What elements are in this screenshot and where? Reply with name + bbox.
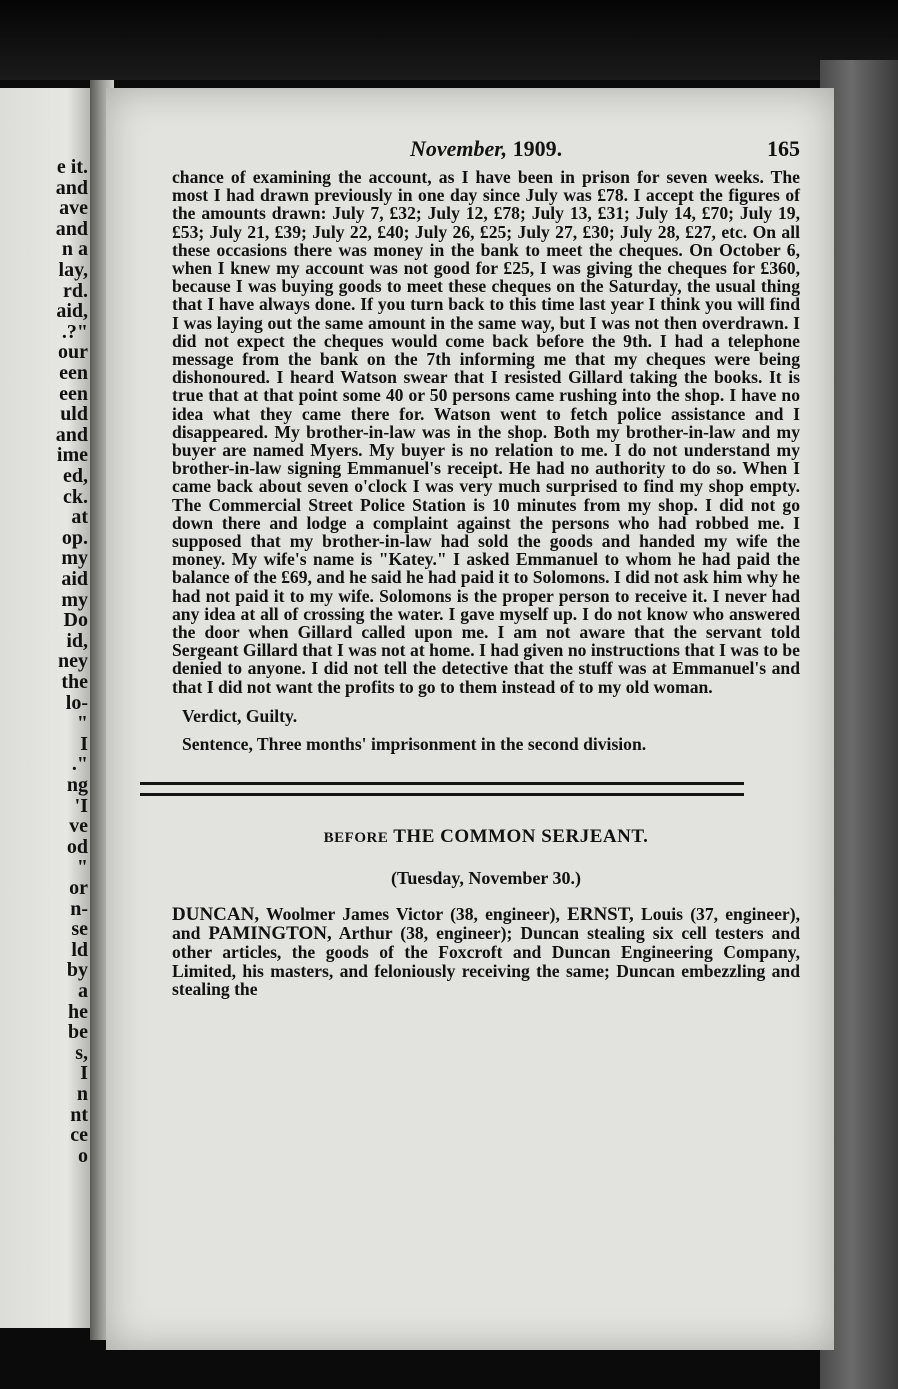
facing-page-fragment: ime (56, 444, 88, 467)
verdict-line: Verdict, Guilty. (182, 705, 298, 726)
defendant-ernst: ERNST, (567, 903, 634, 925)
defendant-duncan-desc: Woolmer James Victor (38, engineer), (259, 903, 568, 924)
defendant-pamington: PAMINGTON, (208, 923, 332, 945)
facing-page-fragment: aid, (56, 300, 88, 323)
section-heading (172, 826, 800, 848)
facing-page-fragment: ck. (63, 485, 88, 508)
facing-page-fragment: .?" (61, 320, 88, 343)
facing-page-fragment: Do (63, 609, 88, 632)
facing-page-fragment: a (78, 980, 88, 1002)
facing-page-fragment: " (76, 712, 88, 735)
page-number: 165 (767, 136, 800, 161)
facing-page-fragment: lo- (65, 691, 88, 714)
book-page (106, 88, 834, 1350)
case-paragraph (172, 905, 800, 998)
facing-page-fragment: nt (70, 1103, 88, 1126)
facing-page-fragment: ng (66, 774, 88, 796)
facing-page-fragment: or (69, 877, 88, 899)
facing-page-fragment: by (66, 959, 88, 982)
facing-page-edge (0, 88, 96, 1328)
facing-page-fragment: and (55, 423, 88, 446)
facing-page-fragment: s, (75, 1041, 88, 1064)
facing-page-fragment: my (61, 547, 88, 570)
facing-page-fragment: e it. (56, 156, 88, 178)
session-date: (Tuesday, November 30.) (390, 867, 581, 888)
page-content (172, 136, 800, 998)
defendant-ernst-desc: Louis (37, engineer), and (172, 903, 800, 944)
facing-page-fragment: n- (70, 897, 88, 920)
facing-page-fragment: ve (69, 815, 88, 838)
facing-page-fragment: uld (60, 403, 88, 426)
section-prefix: BEFORE (323, 829, 389, 846)
facing-page-fragment: our (58, 341, 88, 364)
facing-page-fragment: ed, (63, 465, 88, 487)
facing-page-fragment: the (61, 671, 88, 693)
facing-page-fragment: 'I (74, 794, 88, 817)
facing-page-fragment: I (80, 1062, 88, 1085)
sentence-line: Sentence, Three months' imprisonment in the second division. (182, 733, 647, 754)
facing-page-fragment: od (66, 835, 88, 858)
facing-page-fragment: een (59, 382, 88, 405)
facing-page-fragment: he (68, 1000, 88, 1023)
facing-page-fragment: and (55, 217, 88, 240)
facing-page-fragment: n a (61, 238, 88, 261)
running-title: November, 1909. (410, 136, 563, 161)
defendant-duncan: DUNCAN, (172, 903, 260, 925)
facing-page-fragment: lay, (58, 259, 88, 281)
facing-page-fragment: op. (61, 526, 88, 549)
facing-page-fragment: ce (70, 1124, 88, 1147)
facing-page-fragment: ney (58, 650, 88, 673)
facing-page-fragment: een (59, 362, 88, 384)
running-year: 1909. (512, 136, 563, 161)
facing-page-fragment: ave (59, 197, 88, 220)
section-title: THE COMMON SERJEANT. (393, 825, 649, 847)
facing-page-fragment: ld (71, 938, 88, 961)
facing-page-fragment: and (55, 176, 88, 199)
scan-top-edge (0, 0, 898, 80)
case-charges: Arthur (38, engineer); Duncan stealing six cell testers and other articles, the goods of the Foxcroft and Duncan Engineering Company, Limited, his masters, and feloniously receiving the same; Duncan embezzling and stealing the (172, 923, 801, 999)
facing-page-fragment: I (80, 732, 88, 755)
facing-page-fragment: aid (61, 568, 88, 590)
testimony-paragraph: chance of examining the account, as I have been in prison for seven weeks. The most I had drawn previously in one day since July was £78. I accept the figures of the amounts drawn: July 7, £32; July 12, £78; July 13, £31; July 14, £70; July 19, £53; July 21, £39; July 22, £40; July 26, £25; July 27, £30; July 28, £27, etc. On all these occasions there was money in the bank to meet the cheques. On October 6, when I knew my account was not good for £25, I was giving the cheques for £360, because I was buying goods to meet these cheques on the Saturday, the usual thing that I have always done. If you turn back to this time last year I think you will find I was laying out the same amount in the same way, but I was not then overdrawn. I did not expect the cheques would come back before the 9th. I had a telephone message from the bank on the 7th informing me that my cheques were being dishonoured. I heard Watson swear that I resisted Gillard taking the books. It is true that at that point some 40 or 50 persons came rushing into the shop. I have no idea what they came there for. Watson went to fetch police assistance and I disappeared. My brother-in-law was in the shop. Both my brother-in-law and my buyer are named Myers. My buyer is no relation to me. I do not understand my brother-in-law signing Emmanuel's receipt. He had no authority to do so. When I came back about seven o'clock I was very much surprised to find my shop empty. The Commercial Street Police Station is 10 minutes from my shop. I did not go down there and lodge a complaint against the persons who had robbed me. I supposed that my brother-in-law had sold the goods and handed my wife the money. My wife's name is "Katey." I asked Emmanuel to whom he had paid the balance of the £69, and he said he had paid it to Solomons. I did not ask him why he had not paid it to my wife. Solomons is the proper person to receive it. I never had any idea at all of crossing the water. I gave myself up. I do not know who answered the door when Gillard called upon me. I am not aware that the servant told Sergeant Gillard that I was not at home. I had given no instructions that I was to be denied to anyone. I did not tell the detective that the stuff was at Emmanuel's and that I did not want the profits to go to them instead of to my old woman. (172, 167, 800, 697)
facing-page-fragment: o (78, 1144, 88, 1167)
facing-page-fragment: se (71, 918, 88, 941)
facing-page-fragment: n (76, 1083, 88, 1105)
running-head (172, 136, 800, 168)
facing-page-fragment: rd. (63, 279, 88, 302)
section-divider (140, 782, 744, 796)
facing-page-fragment: " (76, 856, 88, 879)
facing-page-fragment: my (61, 588, 88, 611)
facing-page-fragment: be (68, 1021, 88, 1044)
facing-page-fragment: id, (66, 629, 88, 652)
facing-page-fragment: ." (71, 753, 88, 776)
facing-page-fragment: at (71, 506, 88, 529)
